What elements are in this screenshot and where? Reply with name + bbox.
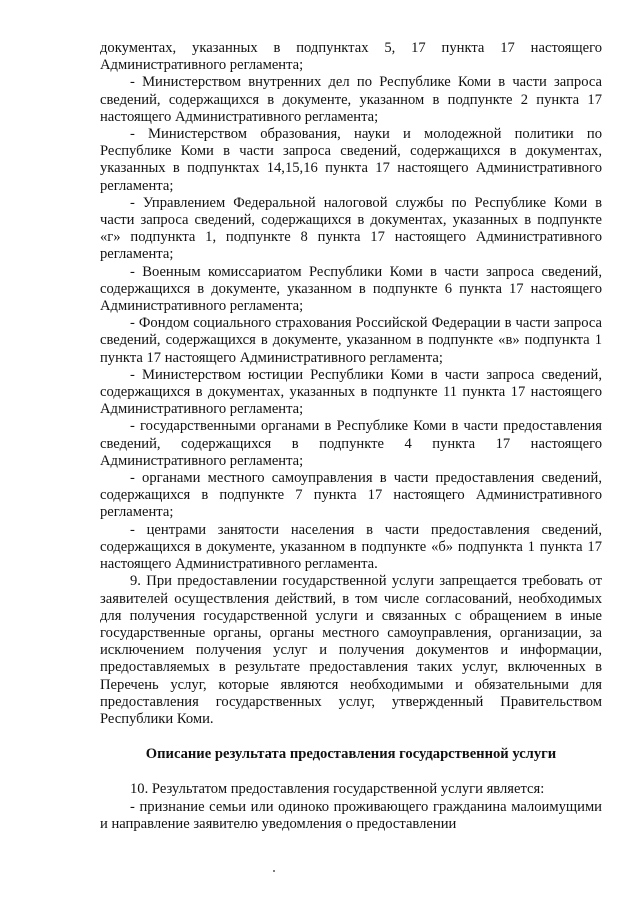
list-item-employment-centers: - центрами занятости населения в части предоставления сведений, содержащихся в документе, указанном в подпункте «б» подпункта 1 пункта 17 настоящего Административного регламента. <box>100 521 602 573</box>
document-page <box>100 40 602 833</box>
list-item-state-bodies: - государственными органами в Республике Коми в части предоставления сведений, содержащихся в подпункте 4 пункта 17 настоящего Административного регламента; <box>100 418 602 469</box>
list-item-result: - признание семьи или одиноко проживающего гражданина малоимущими и направление заявителю уведомления о предоставлении <box>100 798 602 832</box>
list-item-justice-ministry: - Министерством юстиции Республики Коми в части запроса сведений, содержащихся в документах, указанных в подпункте 11 пункта 17 настоящего Административного регламента; <box>100 366 602 418</box>
paragraph-continuation: документах, указанных в подпунктах 5, 17 пункта 17 настоящего Административного регламента; <box>100 40 602 74</box>
section-heading: Описание результата предоставления государственной услуги <box>145 746 557 763</box>
list-item-tax-service: - Управлением Федеральной налоговой службы по Республике Коми в части запроса сведений, содержащихся в документах, указанных в подпункте «г» подпункта 1, подпункте 8 пункта 17 настоящего Административного регламента; <box>100 194 602 263</box>
scan-speck <box>273 870 275 872</box>
paragraph-10: 10. Результатом предоставления государственной услуги является: <box>130 781 545 798</box>
list-item-mvd: - Министерством внутренних дел по Республике Коми в части запроса сведений, содержащихся в документе, указанном в подпункте 2 пункта 17 настоящего Административного регламента; <box>100 74 602 125</box>
paragraph-9: 9. При предоставлении государственной услуги запрещается требовать от заявителей осуществления действий, в том числе согласований, необходимых для получения государственной услуги и связанных с обращением в иные государственные органы, органы местного самоуправления, организации, за исключением получения услуг и получения документов и информации, предоставляемых в результате предоставления таких услуг, включенных в Перечень услуг, которые являются необходимыми и обязательными для предоставления государственных услуг, утвержденный Правительством Республики Коми. <box>100 573 602 727</box>
list-item-education-ministry: - Министерством образования, науки и молодежной политики по Республике Коми в части запроса сведений, содержащихся в документах, указанных в подпунктах 14,15,16 пункта 17 настоящего Административного регламента; <box>100 126 602 194</box>
list-item-social-insurance-fund: - Фондом социального страхования Российской Федерации в части запроса сведений, содержащихся в документе, указанном в подпункте «в» подпункта 1 пункта 17 настоящего Административного регламента; <box>100 315 602 366</box>
list-item-local-government: - органами местного самоуправления в части предоставления сведений, содержащихся в подпункте 7 пункта 17 настоящего Административного регламента; <box>100 470 602 521</box>
list-item-military-commissariat: - Военным комиссариатом Республики Коми в части запроса сведений, содержащихся в документе, указанном в подпункте 6 пункта 17 настоящего Административного регламента; <box>100 263 602 315</box>
